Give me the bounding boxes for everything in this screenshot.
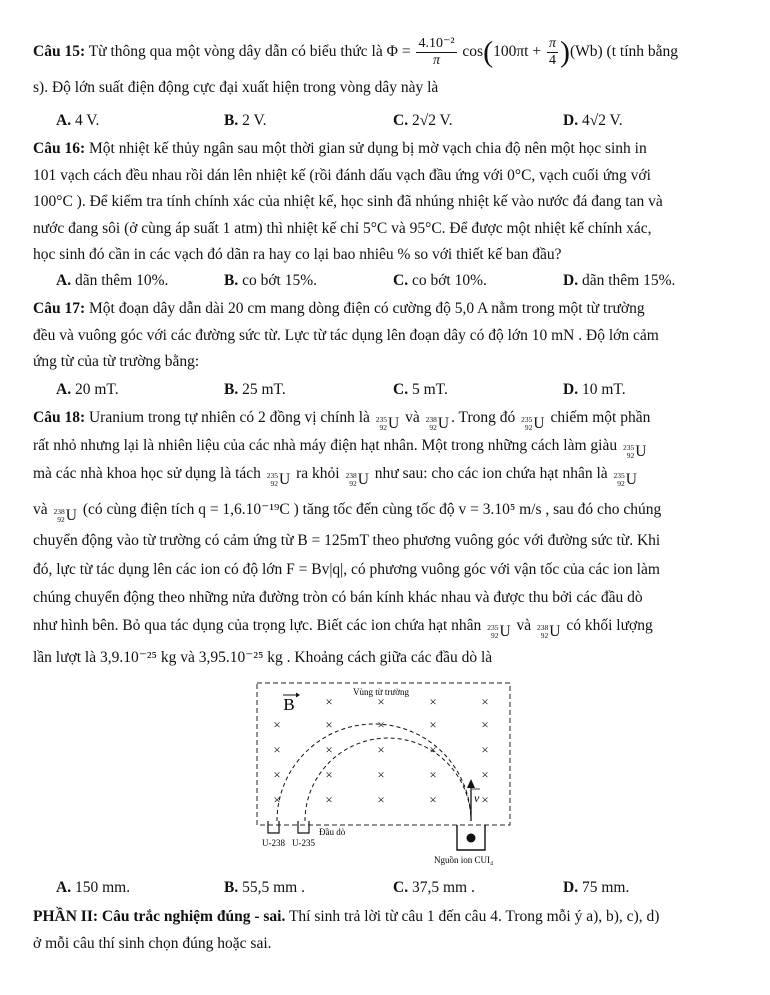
velocity-arrowhead-icon bbox=[467, 779, 475, 788]
q18-option-c: C. 37,5 mm . bbox=[393, 879, 475, 896]
field-cross-icon: × bbox=[481, 767, 489, 782]
q18-line-3: mà các nhà khoa học sử dụng là tách 235 92 U ra khỏi 238 92 U như sau: cho các ion chứa hạt nhân là 235 92 U bbox=[33, 465, 637, 488]
field-cross-icon: × bbox=[273, 792, 281, 807]
q18-line-2: rất nhỏ nhưng lại là nhiên liệu của các nhà máy điện hạt nhân. Một trong những cách làm giàu 235 92 U bbox=[33, 437, 647, 460]
field-region-label: Vùng từ trường bbox=[352, 687, 410, 697]
q15-line-2: s). Độ lớn suất điện động cực đại xuất hiện trong vòng dây này là bbox=[33, 79, 439, 96]
part2-line-1: PHẦN II: Câu trắc nghiệm đúng - sai. Thí sinh trả lời từ câu 1 đến câu 4. Trong mỗi ý a), b), c), d) bbox=[33, 908, 660, 925]
q15-label: Câu 15: bbox=[33, 43, 86, 61]
isotope-u238: 238 92 U bbox=[53, 506, 77, 524]
q16-label: Câu 16: bbox=[33, 140, 86, 157]
field-cross-icon: × bbox=[481, 742, 489, 757]
field-cross-icon: × bbox=[429, 767, 437, 782]
q17-option-c: C. 5 mT. bbox=[393, 381, 448, 398]
isotope-u238: 238 92 U bbox=[425, 414, 450, 432]
field-cross-icon: × bbox=[325, 717, 333, 732]
q16-line-2: 101 vạch cách đều nhau rồi dán lên nhiệt kế (rồi đánh dấu vạch đầu ứng với 0°C, vạch cuối ứng với bbox=[33, 167, 651, 184]
q17-option-d: D. 10 mT. bbox=[563, 381, 626, 398]
q15-option-d: D. 4√2 V. bbox=[563, 112, 623, 129]
velocity-label: v bbox=[474, 791, 480, 805]
q15-option-c: C. 2√2 V. bbox=[393, 112, 453, 129]
q15-frac-den: π bbox=[432, 53, 440, 68]
q17-label: Câu 17: bbox=[33, 300, 86, 317]
q15-text-1: Từ thông qua một vòng dây dẫn có biểu thức là bbox=[88, 43, 383, 61]
field-cross-icon: × bbox=[481, 792, 489, 807]
field-cross-icon: × bbox=[273, 717, 281, 732]
q17-line-3: ứng từ của từ trường bằng: bbox=[33, 353, 200, 370]
field-cross-icon: × bbox=[273, 767, 281, 782]
field-cross-icon: × bbox=[325, 792, 333, 807]
field-cross-icon: × bbox=[325, 767, 333, 782]
q15-option-a: A. 4 V. bbox=[56, 112, 100, 129]
detector-u238-icon bbox=[268, 821, 279, 833]
q18-line-7: chúng chuyển động theo những nửa đường tròn có bán kính khác nhau và được thu bởi các đầu dò bbox=[33, 589, 643, 606]
q18-option-a: A. 150 mm. bbox=[56, 879, 131, 896]
q15-unit: (Wb) bbox=[569, 43, 603, 61]
q16-option-c: C. co bớt 10%. bbox=[393, 272, 487, 289]
field-cross-icon: × bbox=[377, 694, 385, 709]
q16-option-a: A. dãn thêm 10%. bbox=[56, 272, 169, 289]
q16-option-b: B. co bớt 15%. bbox=[224, 272, 318, 289]
ion-source-label: Nguồn ion CUI₄ bbox=[434, 855, 494, 865]
field-cross-icon: × bbox=[481, 717, 489, 732]
q18-option-b: B. 55,5 mm . bbox=[224, 879, 305, 896]
field-cross-icon: × bbox=[429, 792, 437, 807]
ion-source-dot-icon bbox=[467, 834, 476, 843]
q15-fraction bbox=[416, 36, 456, 69]
field-cross-icon: × bbox=[429, 694, 437, 709]
isotope-u235: 235 92 U bbox=[487, 622, 511, 640]
field-cross-icon: × bbox=[429, 717, 437, 732]
magnetic-field-figure bbox=[0, 678, 770, 878]
isotope-u238: 238 92 U bbox=[537, 622, 561, 640]
field-cross-icon: × bbox=[377, 717, 385, 732]
q15-line-1: Câu 15: Từ thông qua một vòng dây dẫn có biểu thức là Φ = $\frac{\text{4.10⁻²}}{\pi}$ cos(100πt + $\frac{\pi}{4}$ )(Wb) (t tính bằng bbox=[33, 35, 679, 69]
q17-line-2: đều và vuông góc với các đường sức từ. Lực từ tác dụng lên đoạn dây có độ lớn 10 mN . Độ lớn cảm bbox=[33, 327, 659, 344]
q18-line-9: lần lượt là 3,9.10⁻²⁵ kg và 3,95.10⁻²⁵ kg . Khoảng cách giữa các đầu dò là bbox=[33, 649, 493, 666]
field-cross-icon: × bbox=[325, 694, 333, 709]
q15-frac-num: 4.10⁻² bbox=[418, 36, 455, 51]
q15-option-b: B. 2 V. bbox=[224, 112, 267, 129]
field-cross-icon: × bbox=[325, 742, 333, 757]
q15-arg: 100πt + bbox=[493, 43, 542, 61]
isotope-u235: 235 92 U bbox=[266, 470, 291, 488]
detector-label: Đầu dò bbox=[319, 827, 346, 837]
q16-line-1: Câu 16: Một nhiệt kế thủy ngân sau một thời gian sử dụng bị mờ vạch chia độ nên một học sinh in bbox=[33, 140, 647, 157]
field-crosses bbox=[273, 694, 488, 807]
q15-pi-den: 4 bbox=[548, 53, 556, 68]
q16-line-3: 100°C ). Để kiểm tra tính chính xác của nhiệt kế, học sinh đã nhúng nhiệt kế vào nước đá đang tan và bbox=[33, 193, 663, 210]
q16-line-4: nước đang sôi (ở cùng áp suất 1 atm) thì nhiệt kế chỉ 5°C và 95°C. Để được một nhiệt kế chính xác, bbox=[33, 220, 652, 237]
isotope-u235: 235 92 U bbox=[375, 414, 400, 432]
q16-option-d: D. dãn thêm 15%. bbox=[563, 272, 676, 289]
q18-line-5: chuyển động vào từ trường có cảm ứng từ B = 125mT theo phương vuông góc với đường sức từ. Khi bbox=[33, 532, 661, 549]
q18-line-8: như hình bên. Bỏ qua tác dụng của trọng lực. Biết các ion chứa hạt nhân 235 92 U và 238 92 U có khối lượng bbox=[33, 617, 653, 640]
q18-option-d: D. 75 mm. bbox=[563, 879, 630, 896]
isotope-u238: 238 92 U bbox=[345, 470, 369, 488]
part2-line-2: ở mỗi câu thí sinh chọn đúng hoặc sai. bbox=[33, 935, 272, 952]
b-vector-label bbox=[283, 693, 300, 715]
u238-detector-label: U-238 bbox=[262, 838, 285, 848]
field-cross-icon: × bbox=[273, 742, 281, 757]
field-cross-icon: × bbox=[377, 742, 385, 757]
q18-line-1: Câu 18: Uranium trong tự nhiên có 2 đồng vị chính là 235 92 U và 238 92 U . Trong đó 235 92 U chiếm một phần bbox=[33, 409, 651, 432]
q15-cos: cos bbox=[462, 43, 484, 61]
field-cross-icon: × bbox=[429, 742, 437, 757]
field-cross-icon: × bbox=[377, 767, 385, 782]
field-cross-icon: × bbox=[481, 694, 489, 709]
q17-option-b: B. 25 mT. bbox=[224, 381, 286, 398]
q18-label: Câu 18: bbox=[33, 409, 86, 426]
q15-text-2: (t tính bằng bbox=[606, 43, 679, 61]
q15-pi-fraction bbox=[547, 36, 558, 69]
q18-line-6: đó, lực từ tác dụng lên các ion có độ lớn F = Bv|q|, có phương vuông góc với vận tốc của các ion làm bbox=[33, 561, 660, 578]
isotope-u235: 235 92 U bbox=[613, 470, 637, 488]
isotope-u235: 235 92 U bbox=[521, 414, 545, 432]
part2-title: PHẦN II: Câu trắc nghiệm đúng - sai. bbox=[33, 908, 286, 925]
q17-option-a: A. 20 mT. bbox=[56, 381, 119, 398]
field-cross-icon: × bbox=[377, 792, 385, 807]
q17-line-1: Câu 17: Một đoạn dây dẫn dài 20 cm mang dòng điện có cường độ 5,0 A nằm trong một từ trường bbox=[33, 300, 645, 317]
q18-line-4: và 238 92 U (có cùng điện tích q = 1,6.10⁻¹⁹C ) tăng tốc đến cùng tốc độ v = 3.10⁵ m/s , sau đó cho chúng bbox=[33, 501, 662, 524]
q15-pi-num: π bbox=[548, 36, 556, 51]
svg-text:B: B bbox=[283, 695, 295, 714]
u235-detector-label: U-235 bbox=[292, 838, 315, 848]
isotope-u235: 235 92 U bbox=[622, 442, 647, 460]
q15-phi: Φ = bbox=[386, 43, 411, 61]
detector-u235-icon bbox=[298, 821, 309, 833]
q16-line-5: học sinh đó cần in các vạch đó dãn ra hay co lại bao nhiêu % so với thiết kế ban đầu? bbox=[33, 246, 562, 263]
